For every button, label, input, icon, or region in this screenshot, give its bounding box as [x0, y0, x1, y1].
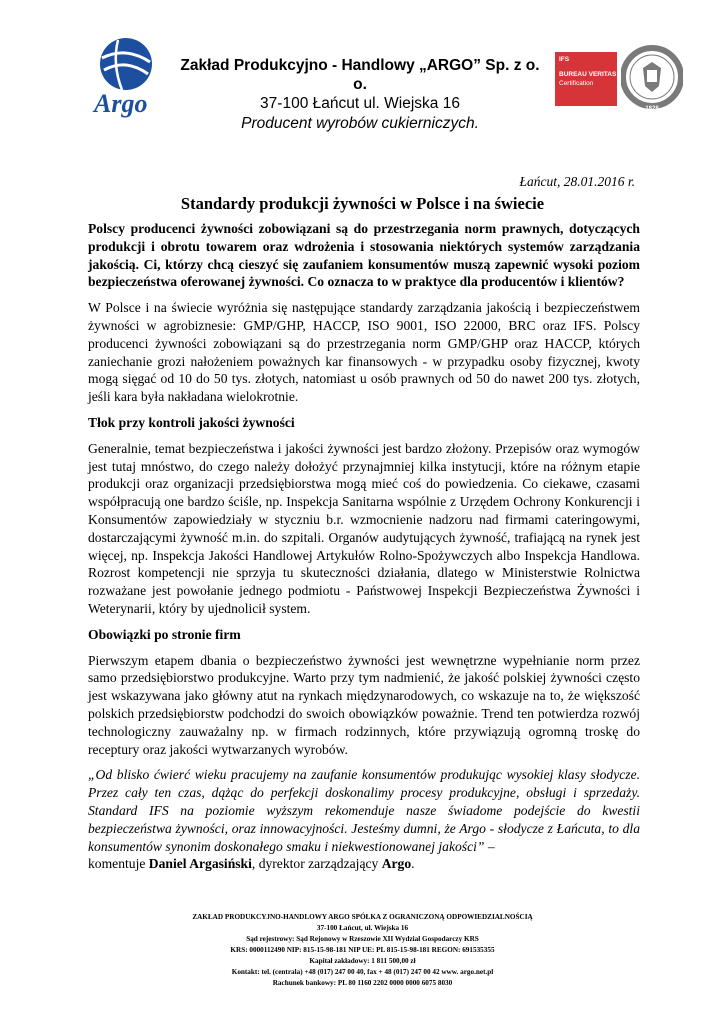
company-footer [0, 912, 725, 989]
attribution-company: Argo [381, 856, 412, 872]
certification-label: Certification [559, 80, 594, 87]
quote-attribution [88, 855, 640, 873]
director-name: Daniel Argasiński [148, 856, 252, 872]
footer-line: ZAKŁAD PRODUKCYJNO-HANDLOWY ARGO SPÓŁKA Z OGRANICZONĄ ODPOWIEDZIALNOŚCIĄ [192, 913, 533, 921]
paragraph-quality-control: Generalnie, temat bezpieczeństwa i jakości żywności jest bardzo złożony. Przepisów oraz wymogów jest tutaj mnóstwo, do czego należy dołożyć przynajmniej kilka instytucji, które na różnym etapie produkcji oraz organizacji przedsiębiorstwa mogą mieć coś do powiedzenia. Co ciekawe, czasami współpracują one bardzo ściśle, np. Inspekcja Sanitarna wspólnie z Urzędem Ochrony Konkurencji i Konsumentów zapowiedziały w styczniu b.r. wzmocnienie nadzoru nad firmami cateringowymi, dostarczającymi żywność m.in. do szpitali. Organów audytujących żywność, trafiającą na rynek jest więcej, np. Inspekcja Jakości Handlowej Artykułów Rolno-Spożywczych albo Inspekcja Handlowa. Rozrost kompetencji nie sprzyja tu skuteczności działania, dlatego w Ministerstwie Rolnictwa rozważane jest powołanie jednego podmiotu - Państwowej Inspekcji Bezpieczeństwa Żywności i Weterynarii, który by ujednolicił system. [88, 440, 640, 616]
attribution-prefix: komentuje [88, 856, 149, 872]
company-tagline: Producent wyrobów cukierniczych. [241, 115, 479, 132]
footer-line: Sąd rejestrowy: Sąd Rejonowy w Rzeszowie XII Wydział Gospodarczy KRS [246, 935, 479, 943]
attribution-role: , dyrektor zarządzający [251, 856, 382, 872]
argo-logo [88, 36, 168, 118]
company-address: 37-100 Łańcut ul. Wiejska 16 [260, 95, 460, 112]
letter-date: Łańcut, 28.01.2016 r. [519, 174, 635, 189]
seal-year: 1828 [645, 106, 659, 112]
article-body [88, 220, 640, 881]
footer-line: Kontakt: tel. (centrala) +48 (017) 247 00 40, fax + 48 (017) 247 00 42 www. argo.net.pl [231, 968, 494, 976]
director-quote: „Od blisko ćwierć wieku pracujemy na zaufanie konsumentów produkując wysokiej klasy słodycze. Przez cały ten czas, dążąc do perfekcji doskonalimy procesy produkcyjne, obsługi i sprzedaży. Standard IFS na poziomie wyższym rekomenduje nasze świadome podejście do kwestii bezpieczeństwa żywności, oraz innowacyjności. Jesteśmy dumni, że Argo - słodycze z Łańcuta, to dla konsumentów synonim doskonałego smaku i niekwestionowanej jakości” – [88, 767, 640, 854]
paragraph-standards: W Polsce i na świecie wyróżnia się następujące standardy zarządzania jakością i bezpieczeństwem żywności w agrobiznesie: GMP/GHP, HACCP, ISO 9001, ISO 22000, BRC oraz IFS. Polscy producenci żywności zobowiązani są do przestrzegania norm GMP/GHP oraz HACCP, których zaniechanie grozi nałożeniem poważnych kar finansowych - w przypadku osoby fizycznej, kwoty mogą sięgać od 10 do 50 tys. złotych, natomiast u osób prawnych od 50 do nawet 200 tys. złotych, jeśli kara była nakładana wielokrotnie. [88, 300, 640, 405]
logo-text: Argo [94, 89, 148, 118]
section-heading-company-duties: Obowiązki po stronie firm [88, 626, 241, 642]
article-title: Standardy produkcji żywności w Polsce i na świecie [180, 194, 545, 213]
section-heading-quality-control: Tłok przy kontroli jakości żywności [88, 414, 295, 430]
footer-line: Rachunek bankowy: PL 80 1160 2202 0000 0000 6075 8030 [272, 979, 453, 987]
bureau-veritas-label: BUREAU VERITAS [559, 71, 617, 78]
footer-line: KRS: 0000112490 NIP: 815-15-98-181 NIP UE: PL 815-15-98-181 REGON: 691535355 [230, 946, 495, 954]
certification-logos [555, 34, 687, 114]
company-name: Zakład Produkcyjno - Handlowy „ARGO” Sp. z o. o. [180, 57, 540, 93]
ifs-label: IFS [559, 56, 570, 63]
footer-line: Kapitał zakładowy: 1 811 500,00 zł [309, 957, 416, 965]
footer-line: 37-100 Łańcut, ul. Wiejska 16 [316, 924, 409, 932]
lead-paragraph: Polscy producenci żywności zobowiązani są do przestrzegania norm prawnych, dotyczących produkcji i obrotu towarem oraz wdrożenia i stosowania niektórych systemów zarządzania jakością. Ci, którzy chcą cieszyć się zaufaniem konsumentów muszą zapewnić wysoki poziom bezpieczeństwa oferowanej żywności. Co oznacza to w praktyce dla producentów i klientów? [88, 221, 640, 290]
bureau-veritas-seal-icon [621, 38, 683, 116]
ifs-bureau-veritas-badge [555, 52, 617, 106]
letterhead [180, 56, 540, 134]
attribution-end: . [411, 856, 415, 872]
paragraph-company-duties: Pierwszym etapem dbania o bezpieczeństwo żywności jest wewnętrzne wypełnianie norm przez samo przedsiębiorstwo produkcyjne. Warto przy tym nadmienić, że jakość polskiej żywności często jest wskazywana jako główny atut na rynkach międzynarodowych, co wskazuje na to, że większość polskich przedsiębiorstw podchodzi do swoich obowiązków poważnie. Trend ten potwierdza rozwój technologiczny zauważalny np. w firmach rodzinnych, które przywiązują ogromną troskę do receptury oraz jakości wytwarzanych wyrobów. [88, 652, 640, 757]
